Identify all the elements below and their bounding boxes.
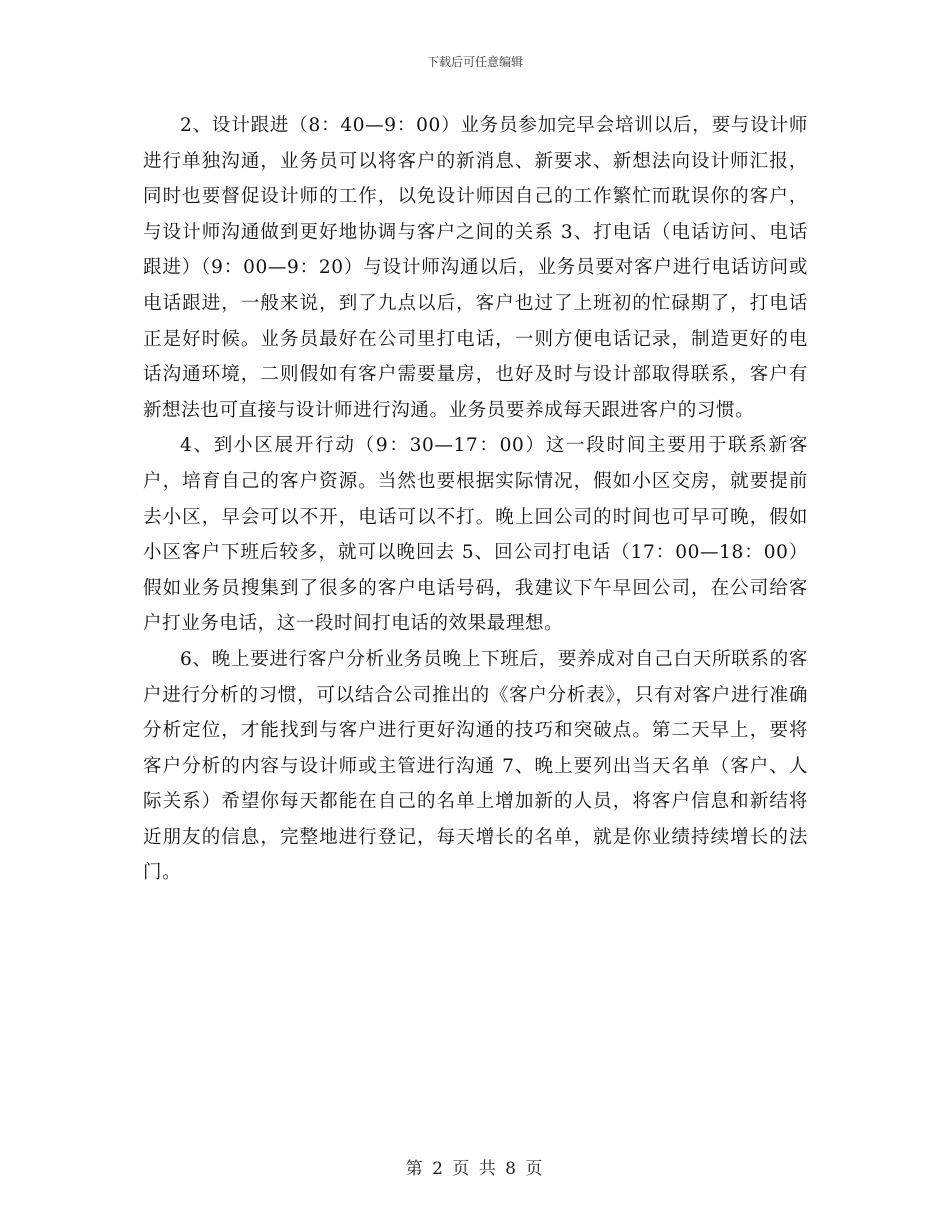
document-body xyxy=(143,108,808,891)
page-header: 下载后可任意编辑 xyxy=(426,55,523,69)
page-number-footer: 第 2 页 共 8 页 xyxy=(405,1159,545,1179)
paragraph-1: 2、设计跟进（8：40—9：00）业务员参加完早会培训以后，要与设计师进行单独沟通，业务员可以将客户的新消息、新要求、新想法向设计师汇报，同时也要督促设计师的工作，以免设计师因自己的工作繁忙而耽误你的客户，与设计师沟通做到更好地协调与客户之间的关系 3、打电话（电话访问、电话跟进）（9：00—9：20）与设计师沟通以后，业务员要对客户进行电话访问或电话跟进，一般来说，到了九点以后，客户也过了上班初的忙碌期了，打电话正是好时候。业务员最好在公司里打电话，一则方便电话记录，制造更好的电话沟通环境，二则假如有客户需要量房，也好及时与设计部取得联系，客户有新想法也可直接与设计师进行沟通。业务员要养成每天跟进客户的习惯。 xyxy=(143,115,808,421)
paragraph-2: 4、到小区展开行动（9：30—17：00）这一段时间主要用于联系新客户，培育自己的客户资源。当然也要根据实际情况，假如小区交房，就要提前去小区，早会可以不开，电话可以不打。晚上回公司的时间也可早可晚，假如小区客户下班后较多，就可以晚回去 5、回公司打电话（17：00—18：00）假如业务员搜集到了很多的客户电话号码，我建议下午早回公司，在公司给客户打业务电话，这一段时间打电话的效果最理想。 xyxy=(143,435,808,635)
paragraph-3: 6、晚上要进行客户分析业务员晚上下班后，要养成对自己白天所联系的客户进行分析的习惯，可以结合公司推出的《客户分析表》，只有对客户进行准确分析定位，才能找到与客户进行更好沟通的技巧和突破点。第二天早上，要将客户分析的内容与设计师或主管进行沟通 7、晚上要列出当天名单（客户、人际关系）希望你每天都能在自己的名单上增加新的人员，将客户信息和新结将近朋友的信息，完整地进行登记，每天增长的名单，就是你业绩持续增长的法门。 xyxy=(143,648,808,884)
